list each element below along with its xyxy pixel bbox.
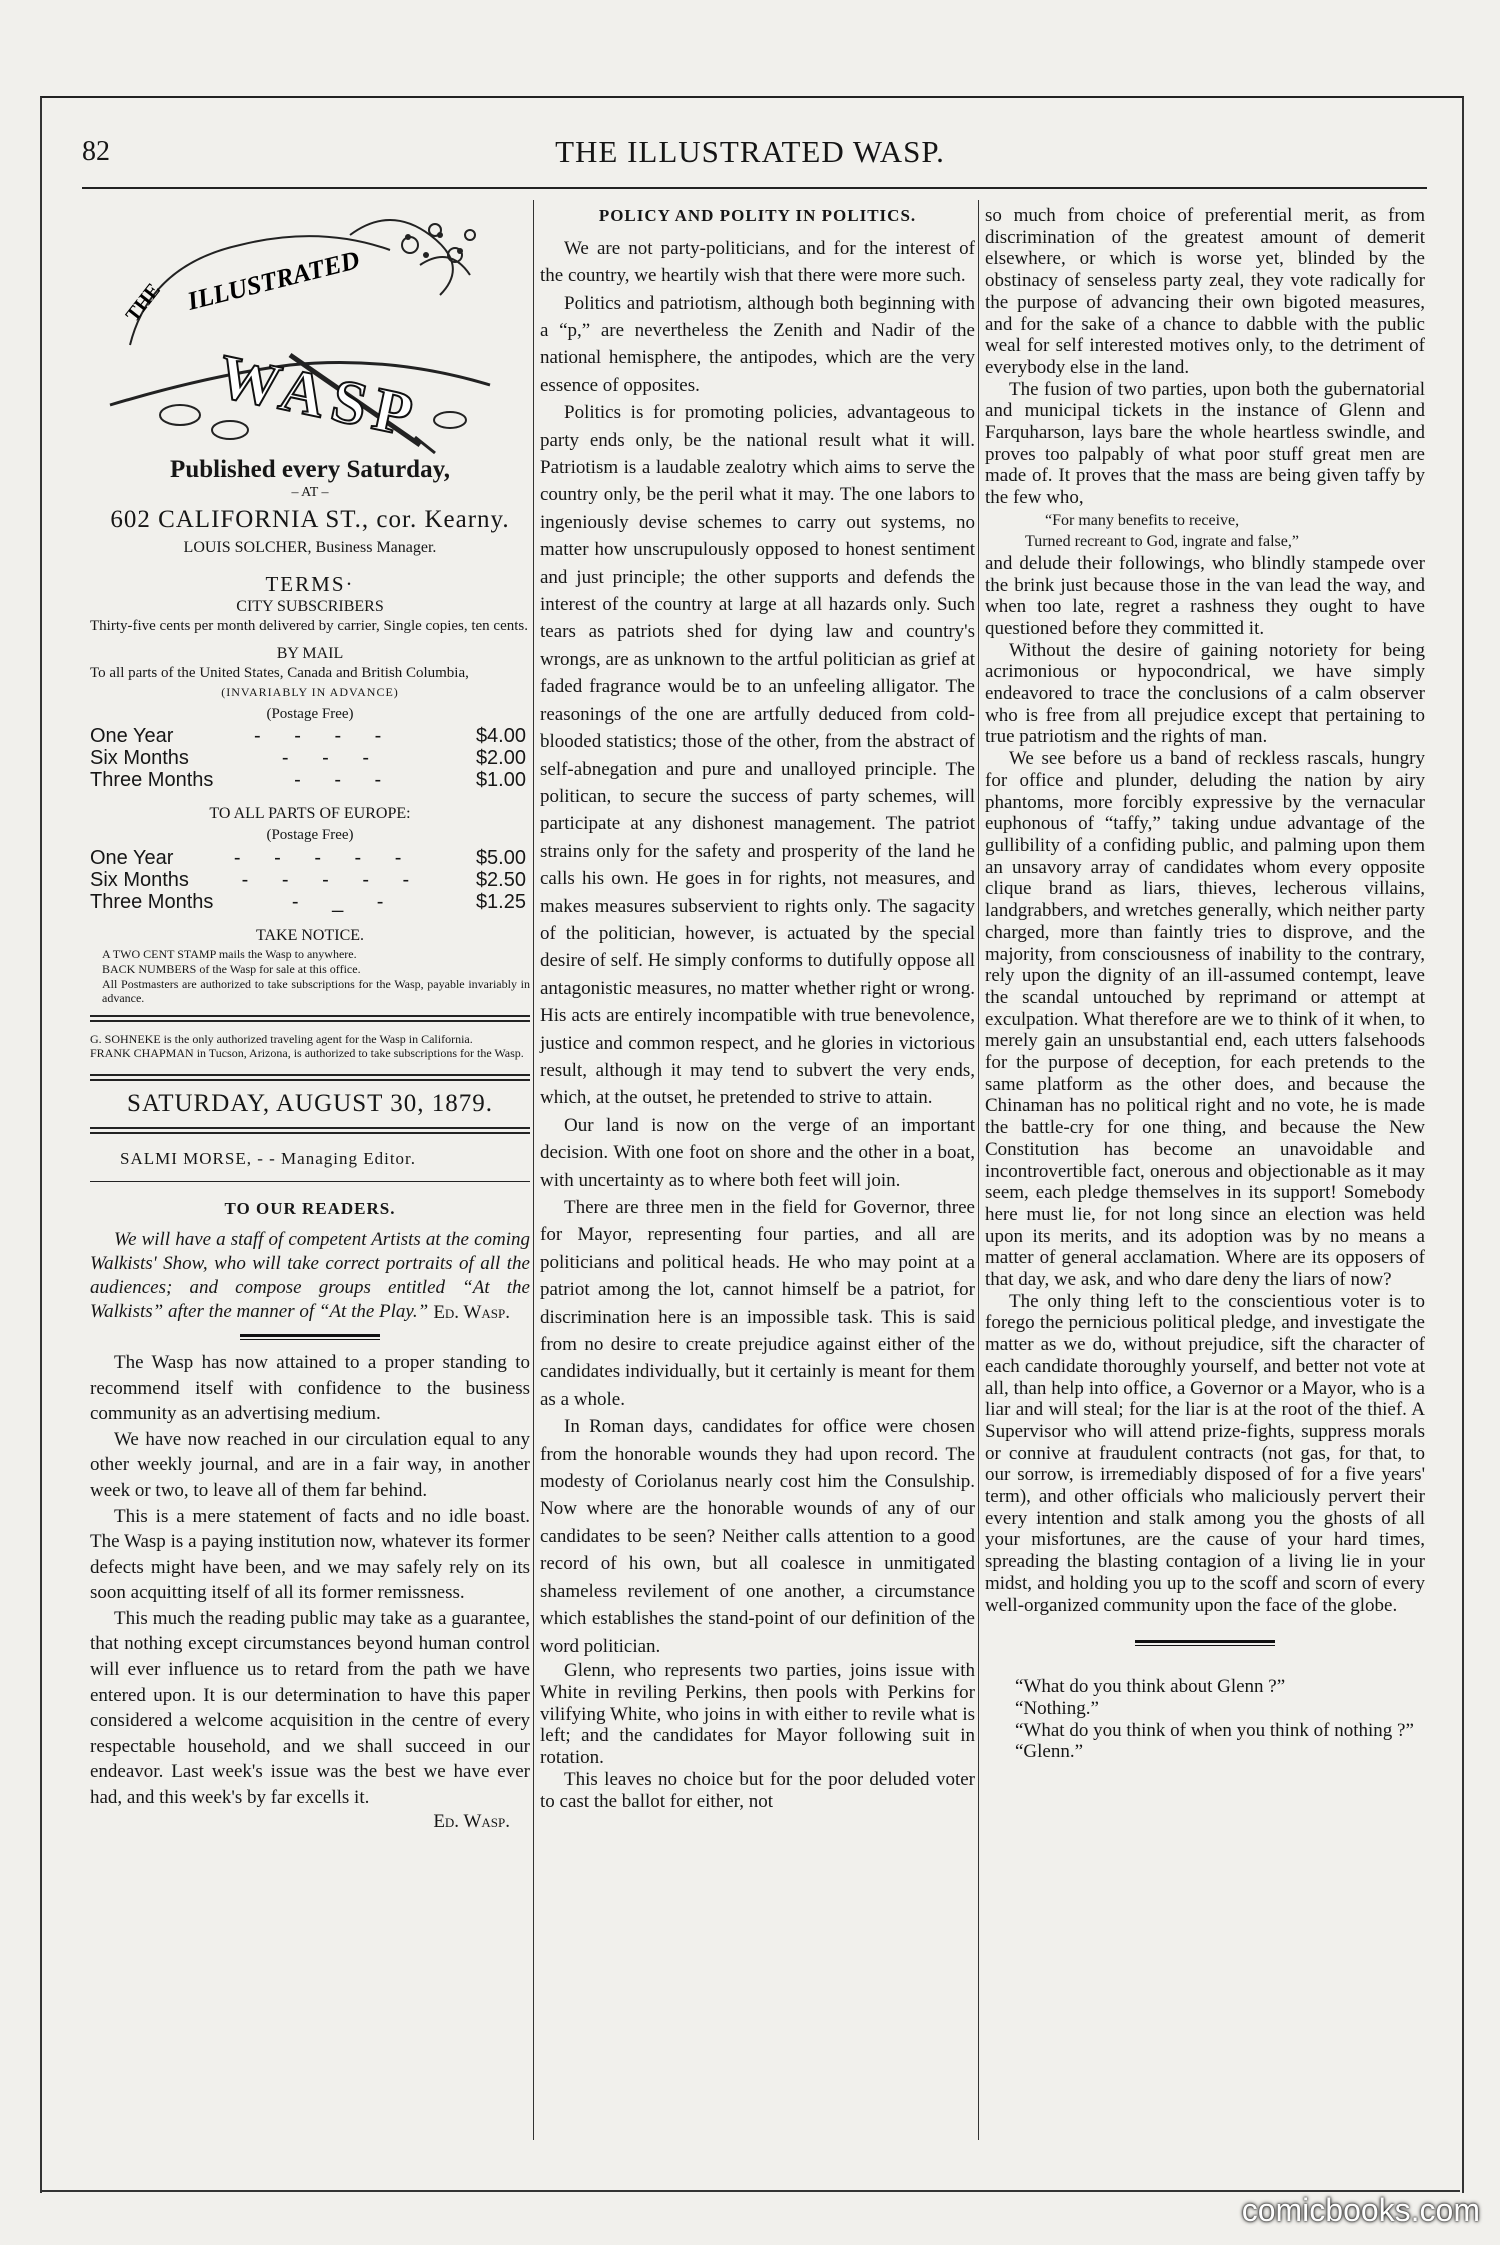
double-rule: [90, 1074, 530, 1081]
paragraph: The Wasp has now attained to a proper standing to recommend itself with confidence to the business community as an advertising medium.: [90, 1351, 530, 1425]
column-center: [540, 205, 975, 1813]
agent-line: FRANK CHAPMAN in Tucson, Arizona, is authorized to take subscriptions for the Wasp.: [90, 1045, 524, 1060]
page-number: 82: [82, 136, 110, 167]
single-rule: [90, 1181, 530, 1182]
section-title: TO OUR READERS.: [224, 1199, 396, 1219]
postage-note: (Postage Free): [266, 705, 354, 722]
double-rule: [90, 1015, 530, 1022]
signature: Ed. Wasp.: [433, 1810, 510, 1832]
city-subscribers-heading: CITY SUBSCRIBERS: [236, 598, 384, 616]
paragraph: There are three men in the field for Governor, three for Mayor, representing four parties, and all are politicians and political heads. He who may point at a patriot among the lot, cannot himself be a patriot, for discrimination here is an impossible task. This is said from no desire to create prejudice against either of the candidates individually, but it certainly is meant for them as a whole.: [540, 1197, 975, 1410]
column-rule: [533, 200, 534, 2140]
editor-line: SALMI MORSE, - - Managing Editor.: [120, 1148, 417, 1168]
dialogue-line: “Nothing.”: [1015, 1698, 1099, 1719]
double-rule: [90, 1127, 530, 1134]
logo-text-wasp: WASP: [212, 342, 427, 452]
article-title: POLICY AND POLITY IN POLITICS.: [598, 206, 917, 225]
verse-line: Turned recreant to God, ingrate and false,”: [1025, 532, 1299, 550]
paragraph: Our land is now on the verge of an important decision. With one foot on shore and the other in a boat, with uncertainty as to where both feet will join.: [540, 1114, 975, 1191]
paragraph: This is a mere statement of facts and no idle boast. The Wasp is a paying institution now, whatever its former defects might have been, and we may safely rely on its soon acquitting itself of all its former remissness.: [90, 1505, 530, 1604]
paragraph: We are not party-politicians, and for the interest of the country, we heartily wish that there were more such.: [540, 237, 975, 287]
notice-heading: TAKE NOTICE.: [255, 926, 365, 944]
notice-line: A TWO CENT STAMP mails the Wasp to anywhere.: [102, 946, 357, 961]
europe-postage-note: (Postage Free): [266, 827, 354, 844]
paragraph: In Roman days, candidates for office were chosen from the honorable wounds they had upon record. The modesty of Coriolanus nearly cost him the Consulship. Now where are the honorable wounds of any of our candidates to be seen? Neither calls attention to a good record of his own, but all coalesce in unmitigated shameless revilement of one another, a circumstance which establishes the stand-point of our definition of the word politician.: [540, 1416, 975, 1657]
paragraph: Glenn, who represents two parties, joins issue with White in reviling Perkins, then pools with Perkins for vilifying White, who joins in with either to revile what is left; and the candidates for Mayor following suit in rotation.: [540, 1659, 975, 1769]
paragraph: Politics and patriotism, although both beginning with a “p,” are nevertheless the Zenith and Nadir of the national hemisphere, the antipodes, which are the very essence of opposites.: [540, 292, 975, 396]
readers-body: [90, 1350, 530, 1811]
rate-row: Six Months - - - $2.00: [90, 747, 526, 770]
signature: Ed. Wasp.: [433, 1302, 510, 1324]
header-rule: [82, 187, 1427, 189]
rate-row: One Year - - - - - $5.00: [90, 846, 526, 869]
column-right: [985, 205, 1425, 1763]
wasp-logo-icon: [90, 205, 530, 455]
address-line: 602 CALIFORNIA ST., cor. Kearny.: [110, 505, 510, 533]
verse-line: “For many benefits to receive,: [1045, 511, 1240, 529]
at-line: – AT –: [291, 484, 329, 500]
dialogue-line: “What do you think about Glenn ?”: [1015, 1676, 1286, 1698]
italic-notice: We will have a staff of competent Artists at the coming Walkists' Show, who will take correct portraits of all the audiences; and compose groups entitled “At the Walkists” after the manner of “At the Play.”: [90, 1229, 530, 1323]
notice-line: All Postmasters are authorized to take subscriptions for the Wasp, payable invariably in advance.: [102, 976, 530, 1005]
notice-line: BACK NUMBERS of the Wasp for sale at this office.: [102, 961, 361, 976]
paragraph: The fusion of two parties, upon both the gubernatorial and municipal tickets in the instance of Glenn and Farquharson, lays bare the whole heartless swindle, and proves too palpably of what poor stuff great men are made of. It proves that the mass are being given taffy by the few who,: [985, 378, 1425, 509]
city-rates-text: Thirty-five cents per month delivered by carrier, Single copies, ten cents.: [90, 617, 528, 634]
domestic-rates: [90, 725, 530, 791]
paragraph: We have now reached in our circulation equal to any other weekly journal, and are in a fair way, in another week or two, to leave all of them far behind.: [90, 1428, 530, 1501]
by-mail-heading: BY MAIL: [276, 644, 344, 662]
dialogue: [985, 1676, 1425, 1763]
logo-text-illustrated: ILLUSTRATED: [184, 245, 363, 316]
paragraph: This much the reading public may take as a guarantee, that nothing except circumstances beyond human control will ever influence us to retard from the path we have entered upon. It is our determination to have this paper considered a welcome acquisition in the centre of every respectable household, and we shall succeed in our endeavor. Last week's issue was the best we have ever had, and this week's by far excells it.: [90, 1607, 530, 1809]
rate-row: Three Months - _ - $1.25: [90, 890, 526, 913]
short-rule: [240, 1334, 380, 1340]
short-rule: [1135, 1640, 1275, 1646]
paragraph: Politics is for promoting policies, advantageous to party ends only, be the national result what it will. Patriotism is a laudable zealotry which aims to serve the country only, be the peril what it may. The one labors to ingeniously devise schemes to carry out systems, no matter how unscrupulously opposed to honest sentiment and just principle; the other supports and defends the interest of the country at large at all hazards only. Such tears as patriots shed for dying law and country's wrongs, are as unknown to the artful politician as grief at faded fragrance would be to an unfeeling alligator. The reasonings of the one are artfully deduced from cold-blooded statistics; those of the other, from the abstract of self-abnegation and pure and unalloyed principle. The politican, to secure the success of party schemes, will participate at any dishonest management. The patriot strains only for the safety and prosperity of the land he calls his own. He goes in for rights, not measures, and makes measures subservient to rights only. The sagacity of the politician, however, is actuated by the special desire of self. He simply conforms to dutifully oppose all antagonistic measures, no matter whether right or wrong. His acts are entirely incompatible with true benevolence, justice and common respect, and he glories in victorious result, although it may tend to subvert the very ends, which, at the outset, he pretended to strive to attain.: [540, 402, 975, 1109]
europe-rates: [90, 847, 530, 913]
terms-title: TERMS·: [265, 572, 355, 597]
column-left: [90, 205, 530, 1832]
dialogue-line: “What do you think of when you think of nothing ?”: [1015, 1719, 1414, 1741]
rate-row: Three Months - - - $1.00: [90, 769, 526, 792]
issue-date: SATURDAY, AUGUST 30, 1879.: [127, 1089, 493, 1117]
paragraph: The only thing left to the conscientious voter is to forego the pernicious political pledge, and investigate the matter as we do, without prejudice, sift the character of each candidate thoroughly yourself, and better not vote at all, than help into office, a Governor or a Mayor, who is a liar and will steal; for the liar is at the root of the thief. A Supervisor who will attend prize-fights, suppress morals or connive at fraudulent contracts (not gas, for that, to our sorrow, is irremediably disposed of for a five years' term), and other officials who maliciously pervert their every intention and stalk among you the ghosts of all your misfortunes, are the cause of your hard times, spreading the blasting contagion of a living lie in your midst, and holding you up to the scoff and scorn of every well-organized community upon the face of the globe.: [985, 1290, 1425, 1616]
paragraph: This leaves no choice but for the poor deluded voter to cast the ballot for either, not: [540, 1768, 975, 1812]
rate-row: One Year - - - - $4.00: [90, 725, 526, 748]
europe-heading: TO ALL PARTS OF EUROPE:: [209, 805, 411, 823]
paragraph: and delude their followings, who blindly stampede over the brink just because those in the van lead the way, and when too late, regret a rashness they ought to have questioned before they committed it.: [985, 552, 1425, 639]
rate-row: Six Months - - - - - $2.50: [90, 868, 526, 891]
running-title: THE ILLUSTRATED WASP.: [555, 134, 945, 169]
agent-line: G. SOHNEKE is the only authorized traveling agent for the Wasp in California.: [90, 1031, 473, 1046]
paragraph: so much from choice of preferential merit, as from discrimination of the greatest amount of demerit elsewhere, or which is worse yet, blinded by the obstinacy of senseless party zeal, they vote radically for the purpose of advancing their own bigoted measures, and for the sake of a chance to dabble with the public weal for self interested motives only, to the detriment of everybody else in the land.: [985, 205, 1425, 378]
published-line: Published every Saturday,: [170, 456, 450, 483]
mail-rates-text: To all parts of the United States, Canada and British Columbia,: [90, 664, 469, 681]
watermark: comicbooks.com: [1241, 2192, 1480, 2228]
column-rule: [978, 200, 979, 2140]
paragraph: We see before us a band of reckless rascals, hungry for office and plunder, deluding the nation by airy phantoms, more forcibly expressive by the vernacular euphonous of “taffy,” taking undue advantage of the gullibility of a confiding public, and palming upon them an unsavory array of candidates whom every opposite clique brand as liars, thieves, lecherous villains, landgrabbers, and wretches generally, which neither party charged, more than faintly tries to disprove, and the majority, from consciousness of inability to the contrary, rely upon the dignity of an ill-assumed contempt, leave the scandal untouched by reprimand or attempt at exculpation. What therefore are we to think of it when, to merely gain an unsubstantial end, each utters falsehoods for the purpose of deception, for each pretends to the same platform as the other does, and because the Chinaman has no political right and no vote, he is made the battle-cry for one thing, and because the New Constitution has become an unavoidable and incontrovertible fact, onerous and objectionable as it may seem, each pledge themselves in its support! Somebody here must lie, for not long since an election was held upon its merits, and its adoption was by no means a matter of general acclamation. Where are its opposers of that day, we ask, and who dare deny the liars of now?: [985, 748, 1425, 1291]
paragraph: Without the desire of gaining notoriety for being acrimonious or hypocondrical, we have simply endeavored to trace the conclusions of a calm observer who is free from all prejudice except that pertaining to true patriotism and the rights of man.: [985, 639, 1425, 748]
logo-text-the: THE: [121, 279, 165, 327]
advance-note: (INVARIABLY IN ADVANCE): [221, 684, 399, 699]
dialogue-line: “Glenn.”: [1015, 1741, 1084, 1763]
manager-line: LOUIS SOLCHER, Business Manager.: [183, 538, 437, 556]
masthead-logo: [90, 205, 530, 455]
